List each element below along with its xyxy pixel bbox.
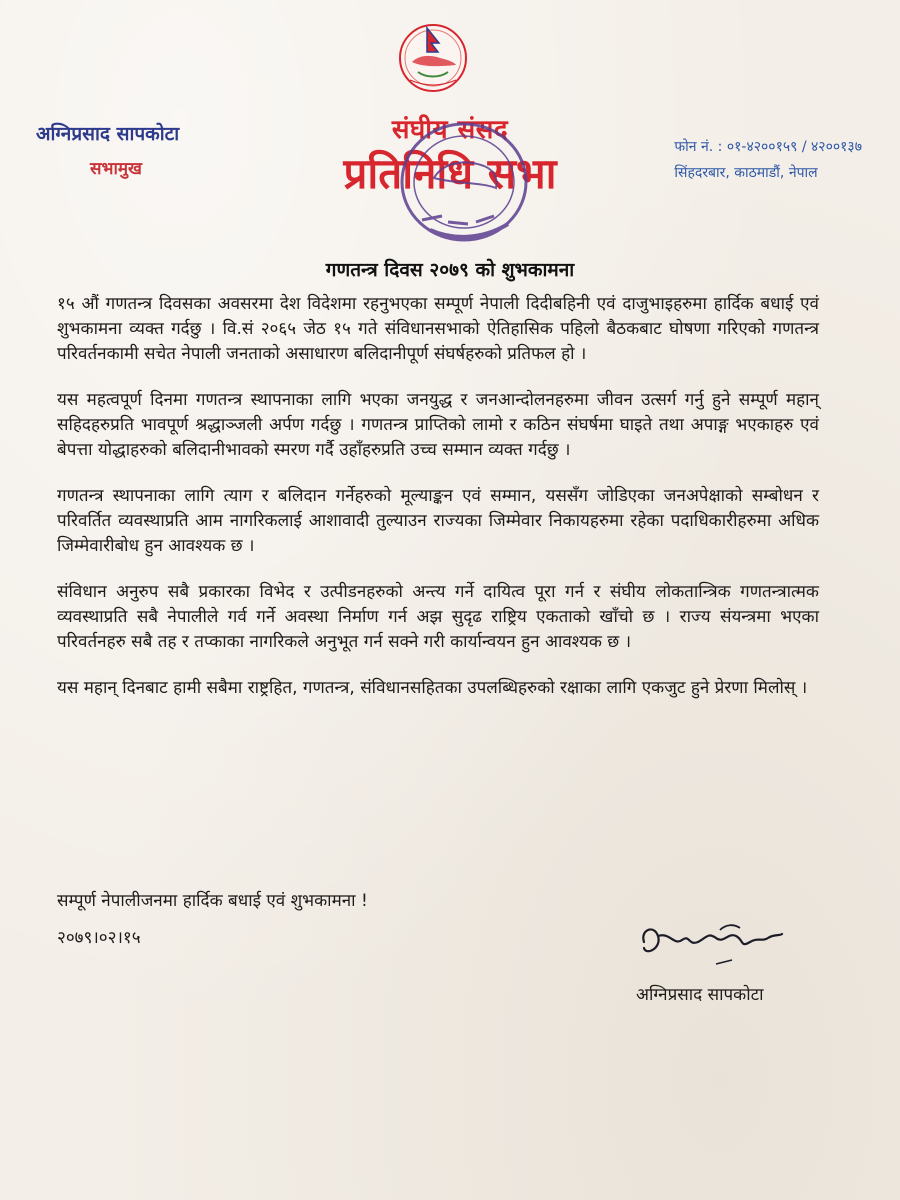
paragraph: यस महत्वपूर्ण दिनमा गणतन्त्र स्थापनाका लागि भएका जनयुद्ध र जनआन्दोलनहरुमा जीवन उत्सर्ग गर्नु हुने सम्पूर्ण महान् सहिदहरुप्रति भावपूर्ण श्रद्धाञ्जली अर्पण गर्दछु । गणतन्त्र प्राप्तिको लामो र कठिन संघर्षमा घाइते तथा अपाङ्ग भएकाहरु एवं बेपत्ता योद्धाहरुको बलिदानीभावको स्मरण गर्दै उहाँहरुप्रति उच्च सम्मान व्यक्त गर्दछु । — [57, 390, 819, 460]
document-title: गणतन्त्र दिवस २०७९ को शुभकामना — [325, 259, 575, 281]
sender-title: सभामुख — [90, 159, 142, 179]
handwritten-signature-icon — [636, 912, 786, 978]
nepal-parliament-emblem-icon — [398, 18, 468, 96]
paragraph: १५ औं गणतन्त्र दिवसका अवसरमा देश विदेशमा रहनुभएका सम्पूर्ण नेपाली दिदीबहिनी एवं दाजुभाइहरुमा हार्दिक बधाई एवं शुभकामना व्यक्त गर्दछु । वि.सं २०६५ जेठ १५ गते संविधानसभाको ऐतिहासिक पहिलो बैठकबाट घोषणा गरिएको गणतन्त्र परिवर्तनकामी सचेत नेपाली जनताको असाधारण बलिदानीपूर्ण संघर्षहरुको प्रतिफल हो । — [57, 294, 819, 364]
address: सिंहदरबार, काठमाडौं, नेपाल — [674, 165, 818, 181]
letter-date: २०७९।०२।१५ — [57, 928, 141, 948]
org-name-line1: संघीय संसद — [391, 115, 509, 145]
pratinidhi-sabha-seal-icon — [382, 112, 542, 252]
org-name-line2: प्रतिनिधि सभा — [343, 149, 557, 198]
paragraph: गणतन्त्र स्थापनाका लागि त्याग र बलिदान गर्नेहरुको मूल्याङ्कन एवं सम्मान, यससँग जोडिएका जनअपेक्षाको सम्बोधन र परिवर्तित व्यवस्थाप्रति आम नागरिकलाई आशावादी तुल्याउन राज्यका जिम्मेवार निकायहरुमा रहेका पदाधिकारीहरुमा अधिक जिम्मेवारीबोध हुन आवश्यक छ । — [57, 486, 819, 556]
paragraph: यस महान् दिनबाट हामी सबैमा राष्ट्रहित, गणतन्त्र, संविधानसहितका उपलब्धिहरुको रक्षाका लागि एकजुट हुने प्रेरणा मिलोस् । — [57, 678, 808, 698]
signer-name: अग्निप्रसाद सापकोटा — [636, 985, 764, 1005]
sender-name: अग्निप्रसाद सापकोटा — [36, 123, 180, 145]
phone-number: फोन नं. : ०१-४२००१५९ / ४२००१३७ — [674, 139, 862, 155]
letter-body — [57, 292, 819, 722]
closing-line: सम्पूर्ण नेपालीजनमा हार्दिक बधाई एवं शुभकामना ! — [57, 891, 368, 911]
paragraph: संविधान अनुरुप सबै प्रकारका विभेद र उत्पीडनहरुको अन्त्य गर्ने दायित्व पूरा गर्न र संघीय लोकतान्त्रिक गणतन्त्रात्मक व्यवस्थाप्रति सबै नेपालीले गर्व गर्ने अवस्था निर्माण गर्न अझ सुदृढ राष्ट्रिय एकताको खाँचो छ । राज्य संयन्त्रमा भएका परिवर्तनहरु सबै तह र तप्काका नागरिकले अनुभूत गर्न सक्ने गरी कार्यान्वयन हुन आवश्यक छ । — [57, 582, 819, 652]
